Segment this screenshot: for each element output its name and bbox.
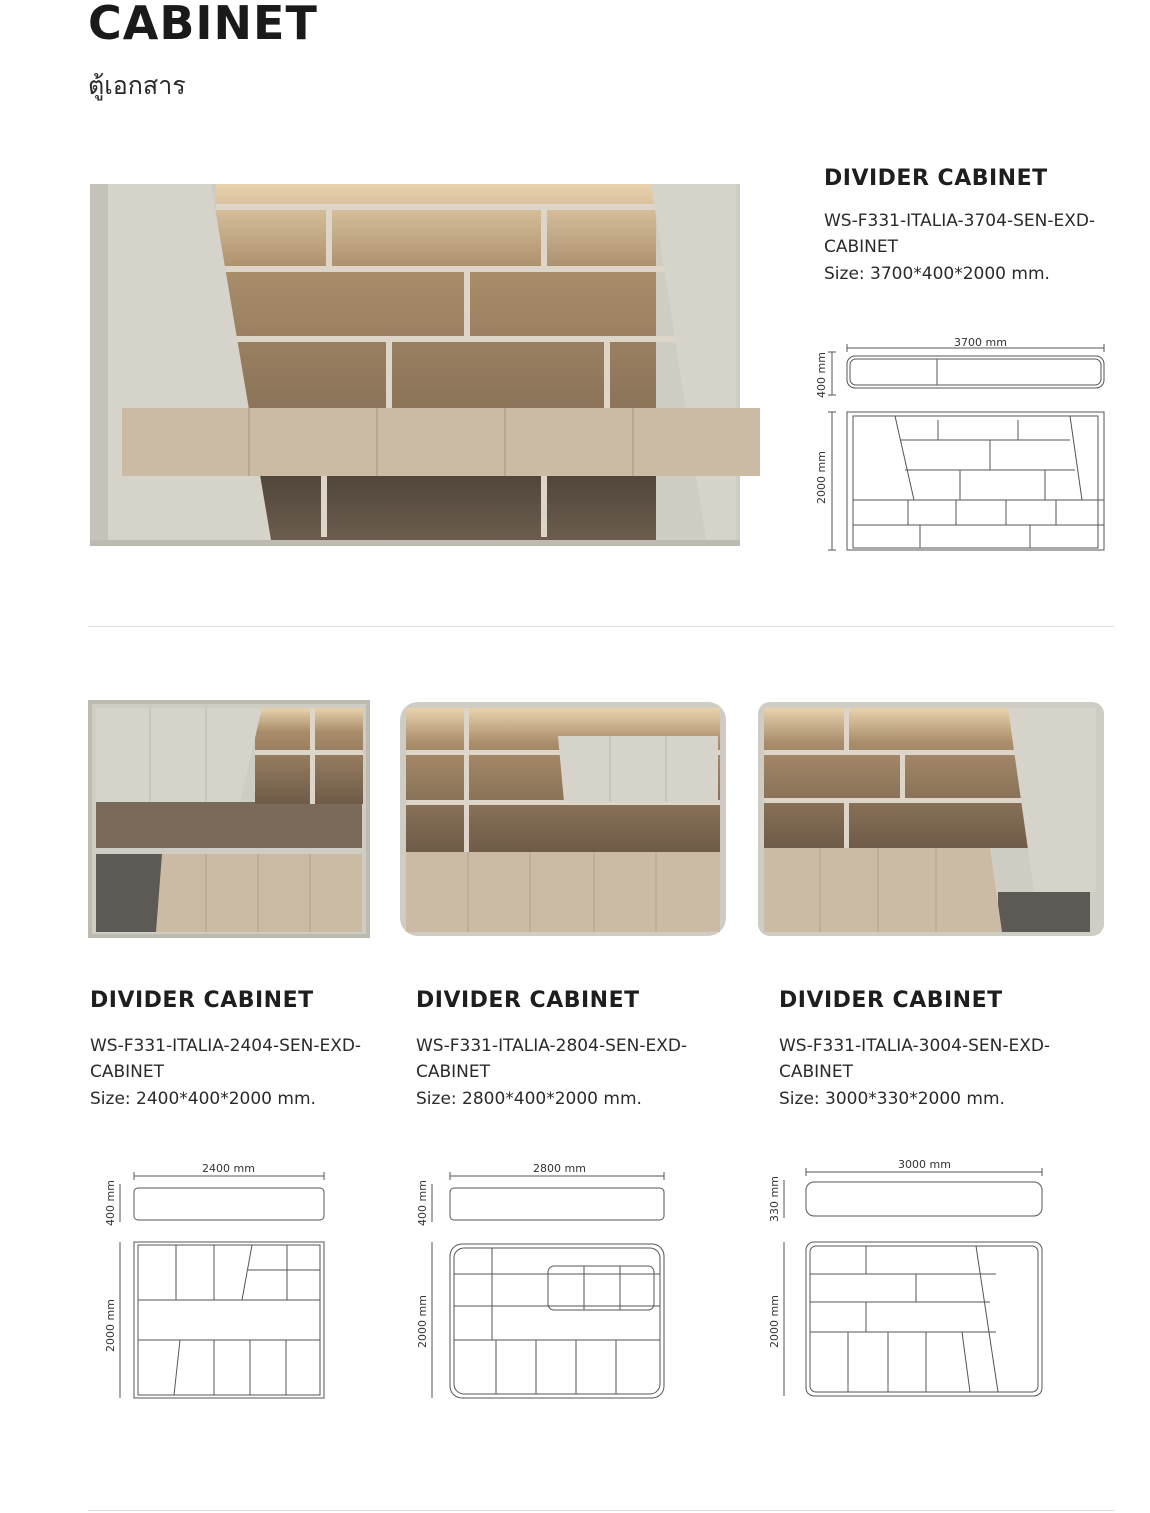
dim-width-label: 3700 mm: [954, 336, 1007, 349]
cabinet-render-1: [56, 180, 766, 550]
product-code-cont: CABINET: [824, 237, 899, 257]
tech-drawing-3: [424, 1170, 670, 1402]
page-title: CABINET: [88, 0, 318, 50]
dim-height-label: 2000 mm: [104, 1299, 117, 1352]
dim-depth-label: 400 mm: [104, 1180, 117, 1226]
product-size: Size: 3700*400*2000 mm.: [824, 264, 1050, 284]
cabinet-render-3: [400, 702, 726, 938]
product-code: WS-F331-ITALIA-2404-SEN-EXD-: [90, 1036, 362, 1056]
product-code-cont: CABINET: [90, 1062, 165, 1082]
dim-depth-label: 400 mm: [416, 1180, 429, 1226]
product-code: WS-F331-ITALIA-3004-SEN-EXD-: [779, 1036, 1051, 1056]
product-size: Size: 2400*400*2000 mm.: [90, 1089, 316, 1109]
dim-width-label: 2400 mm: [202, 1162, 255, 1175]
tech-drawing-2: [112, 1170, 332, 1402]
dim-depth-label: 400 mm: [815, 352, 828, 398]
page-subtitle: ตู้เอกสาร: [88, 71, 186, 100]
bottom-divider: [88, 1510, 1114, 1511]
product-title: DIVIDER CABINET: [90, 988, 314, 1013]
product-size: Size: 2800*400*2000 mm.: [416, 1089, 642, 1109]
tech-drawing-4: [776, 1166, 1048, 1402]
dim-width-label: 2800 mm: [533, 1162, 586, 1175]
tech-drawing-1: [820, 340, 1110, 555]
dim-depth-label: 330 mm: [768, 1176, 781, 1222]
dim-height-label: 2000 mm: [815, 451, 828, 504]
section-divider: [88, 626, 1114, 627]
dim-width-label: 3000 mm: [898, 1158, 951, 1171]
product-title: DIVIDER CABINET: [779, 988, 1003, 1013]
cabinet-render-4: [758, 702, 1104, 938]
product-title: DIVIDER CABINET: [416, 988, 640, 1013]
product-code: WS-F331-ITALIA-3704-SEN-EXD-: [824, 211, 1096, 231]
dim-height-label: 2000 mm: [416, 1295, 429, 1348]
product-title: DIVIDER CABINET: [824, 166, 1048, 191]
product-code-cont: CABINET: [779, 1062, 854, 1082]
dim-height-label: 2000 mm: [768, 1295, 781, 1348]
product-size: Size: 3000*330*2000 mm.: [779, 1089, 1005, 1109]
product-code-cont: CABINET: [416, 1062, 491, 1082]
product-code: WS-F331-ITALIA-2804-SEN-EXD-: [416, 1036, 688, 1056]
cabinet-render-2: [90, 702, 370, 938]
